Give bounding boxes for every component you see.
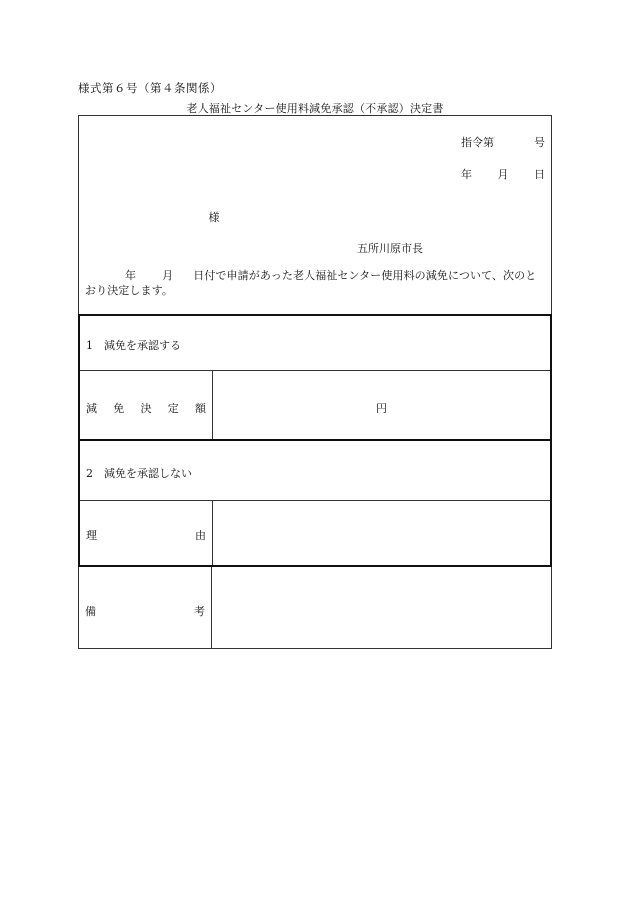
label-char: 額 [195, 402, 206, 415]
date-day: 日 [534, 168, 545, 181]
command-number-suffix: 号 [534, 136, 545, 149]
label-char: 減 [86, 402, 97, 415]
reject-heading: 2 減免を承認しない [86, 467, 192, 480]
statement-text: 日付で申請があった老人福祉センター使用料の減免について、次のとおり決定します。 [85, 269, 537, 297]
decision-form [78, 115, 552, 649]
remarks-row [78, 567, 552, 649]
document-title: 老人福祉センター使用料減免承認（不承認）決定書 [186, 102, 444, 115]
approve-heading: 1 減免を承認する [86, 339, 181, 352]
label-char: 由 [195, 529, 206, 542]
label-char: 考 [194, 605, 205, 618]
exemption-amount-label [86, 400, 206, 416]
amount-unit: 円 [376, 402, 387, 415]
command-number-prefix: 指令第 [461, 136, 494, 149]
label-char: 免 [113, 402, 125, 415]
statement-month: 月 [162, 269, 174, 282]
remarks-label-cell [79, 567, 212, 649]
issuer-name: 五所川原市長 [357, 242, 423, 255]
approve-heading-row [80, 316, 550, 371]
label-char: 備 [85, 605, 96, 618]
reason-label [86, 527, 206, 543]
issue-date-line [461, 166, 545, 182]
addressee-suffix: 様 [208, 211, 220, 224]
label-char: 理 [86, 529, 97, 542]
label-char: 定 [167, 402, 179, 415]
reason-label-cell [80, 501, 213, 565]
reject-section [78, 441, 552, 567]
date-month: 月 [497, 168, 509, 181]
reject-heading-row [80, 441, 550, 501]
command-number-line [461, 134, 545, 150]
decision-statement [85, 268, 547, 298]
exemption-amount-label-cell [80, 371, 213, 439]
approve-section [78, 314, 552, 441]
form-number-label: 様式第６号（第４条関係） [78, 81, 222, 95]
exemption-amount-row [80, 371, 550, 439]
reason-row [80, 501, 550, 565]
date-year: 年 [461, 168, 472, 181]
remarks-label [85, 603, 205, 619]
statement-year: 年 [125, 269, 137, 282]
addressee-line [79, 209, 349, 225]
label-char: 決 [140, 402, 152, 415]
